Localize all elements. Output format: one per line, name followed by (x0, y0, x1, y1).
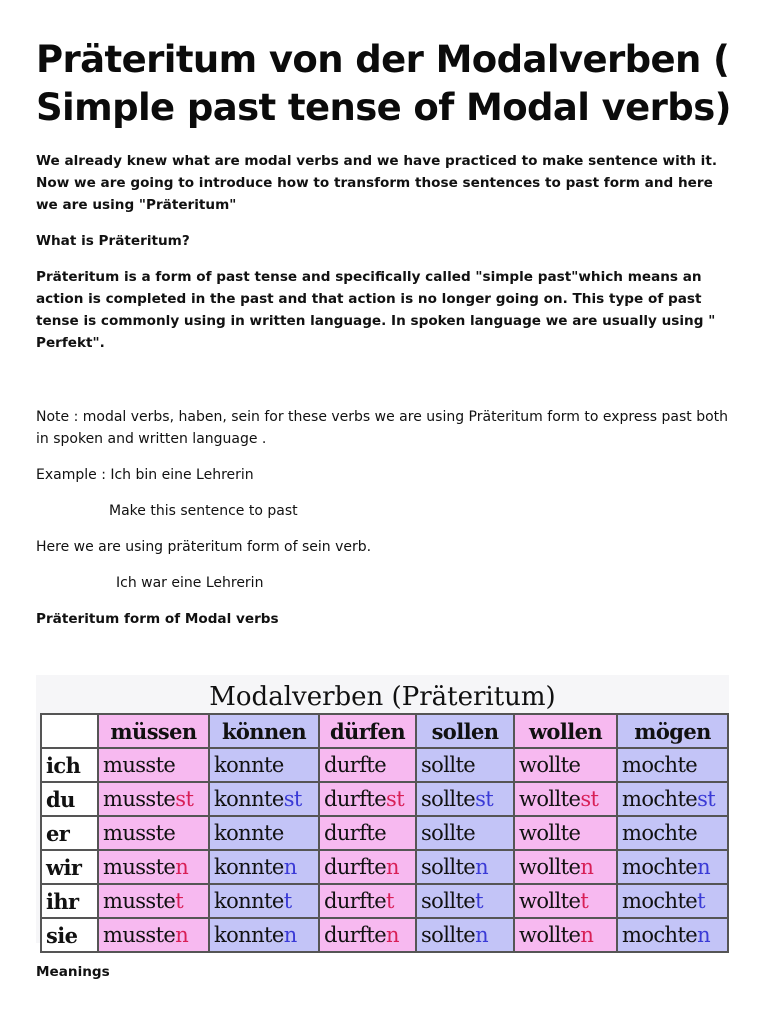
verb-header: mögen (617, 714, 728, 748)
conjugation-cell (514, 816, 617, 850)
verb-ending: st (475, 787, 494, 811)
verb-stem: sollte (421, 923, 476, 947)
conjugation-cell (319, 850, 416, 884)
verb-stem: durfte (324, 753, 387, 777)
verb-stem: durfte (324, 821, 387, 845)
verb-stem: wollte (519, 889, 581, 913)
instruction-text: Make this sentence to past (109, 503, 298, 519)
verb-stem: sollte (421, 855, 476, 879)
verb-stem: sollte (421, 753, 476, 777)
verb-ending: st (175, 787, 194, 811)
verb-ending: t (175, 889, 184, 913)
pronoun-cell: du (41, 782, 98, 816)
verb-stem: mochte (622, 787, 698, 811)
verb-ending: n (697, 855, 711, 879)
conjugation-cell (319, 816, 416, 850)
verb-stem: durfte (324, 855, 387, 879)
conjugation-cell (514, 782, 617, 816)
conjugation-cell (617, 918, 728, 952)
verb-stem: sollte (421, 821, 476, 845)
verb-stem: durfte (324, 889, 387, 913)
table-row (41, 748, 728, 782)
table-row (41, 782, 728, 816)
intro-paragraph: We already knew what are modal verbs and we have practiced to make sentence with it. Now we are going to introduce how to transform those sentences to past form and here we are using "Präteritum" (36, 153, 717, 213)
verb-ending: n (580, 923, 594, 947)
verb-ending: st (386, 787, 405, 811)
section-heading: Präteritum form of Modal verbs (36, 611, 279, 627)
verb-ending: st (283, 787, 302, 811)
verb-ending: t (475, 889, 483, 913)
verb-stem: musste (103, 923, 176, 947)
pronoun-cell: ich (41, 748, 98, 782)
verb-header: sollen (416, 714, 514, 748)
table-row (41, 850, 728, 884)
verb-ending: st (580, 787, 599, 811)
conjugation-cell (514, 918, 617, 952)
pronoun-cell: sie (41, 918, 98, 952)
verb-ending: t (386, 889, 394, 913)
verb-ending: n (175, 923, 189, 947)
verb-stem: durfte (324, 787, 387, 811)
conjugation-table (40, 713, 729, 953)
conjugation-cell (514, 884, 617, 918)
verb-stem: konnte (214, 889, 284, 913)
conjugation-cell (209, 850, 319, 884)
pronoun-cell: wir (41, 850, 98, 884)
conjugation-cell (98, 918, 209, 952)
verb-ending: st (697, 787, 716, 811)
conjugation-cell (617, 748, 728, 782)
verb-stem: mochte (622, 923, 698, 947)
conjugation-cell (98, 884, 209, 918)
verb-header: können (209, 714, 319, 748)
explanation-text: Here we are using präteritum form of sein verb. (36, 539, 372, 555)
conjugation-cell (319, 884, 416, 918)
verb-stem: sollte (421, 787, 476, 811)
verb-stem: wollte (519, 821, 581, 845)
verb-ending: n (283, 855, 297, 879)
conjugation-cell (514, 850, 617, 884)
verb-stem: durfte (324, 923, 387, 947)
conjugation-cell (617, 884, 728, 918)
conjugation-cell (617, 782, 728, 816)
verb-stem: mochte (622, 855, 698, 879)
pronoun-cell: er (41, 816, 98, 850)
verb-stem: konnte (214, 855, 284, 879)
verb-ending: n (175, 855, 189, 879)
verb-stem: musste (103, 753, 176, 777)
verb-stem: mochte (622, 889, 698, 913)
conjugation-cell (416, 918, 514, 952)
verb-header: wollen (514, 714, 617, 748)
document-page (36, 36, 736, 630)
verb-ending: t (580, 889, 589, 913)
conjugation-cell (209, 748, 319, 782)
conjugation-cell (209, 816, 319, 850)
table-corner-cell (41, 714, 98, 748)
verb-stem: mochte (622, 753, 698, 777)
verb-stem: wollte (519, 753, 581, 777)
conjugation-cell (416, 850, 514, 884)
definition-paragraph: Präteritum is a form of past tense and specifically called "simple past"which means an action is completed in the past and that action is no longer going on. This type of past tense is commonly using in written language. In spoken language we are usually using " Perfekt". (36, 269, 716, 351)
verb-stem: konnte (214, 821, 284, 845)
modal-verbs-table-image (36, 675, 729, 948)
conjugation-cell (416, 816, 514, 850)
verb-ending: t (283, 889, 292, 913)
conjugation-cell (209, 884, 319, 918)
verb-header: dürfen (319, 714, 416, 748)
verb-ending: n (283, 923, 297, 947)
verb-stem: musste (103, 787, 176, 811)
table-row (41, 884, 728, 918)
verb-stem: konnte (214, 923, 284, 947)
note-paragraph: Note : modal verbs, haben, sein for these verbs we are using Präteritum form to express past both in spoken and written language . (36, 409, 729, 447)
verb-ending: t (697, 889, 705, 913)
verb-ending: n (697, 923, 711, 947)
verb-stem: musste (103, 855, 176, 879)
conjugation-cell (416, 884, 514, 918)
verb-stem: konnte (214, 787, 284, 811)
conjugation-cell (98, 782, 209, 816)
table-title: Modalverben (Präteritum) (209, 682, 556, 712)
conjugation-cell (209, 782, 319, 816)
conjugation-cell (617, 816, 728, 850)
conjugation-cell (617, 850, 728, 884)
table-row (41, 816, 728, 850)
verb-ending: n (386, 855, 399, 879)
table-header-row (41, 714, 728, 748)
conjugation-cell (98, 816, 209, 850)
verb-ending: n (475, 923, 489, 947)
table-row (41, 918, 728, 952)
verb-ending: n (580, 855, 594, 879)
page-title: Präteritum von der Modalverben ( Simple past tense of Modal verbs) (36, 38, 731, 129)
conjugation-cell (98, 850, 209, 884)
verb-stem: wollte (519, 787, 581, 811)
example-past-sentence: Ich war eine Lehrerin (116, 575, 264, 591)
meanings-heading: Meanings (36, 964, 110, 980)
verb-stem: mochte (622, 821, 698, 845)
conjugation-cell (416, 748, 514, 782)
conjugation-cell (209, 918, 319, 952)
example-sentence: Example : Ich bin eine Lehrerin (36, 467, 254, 483)
verb-stem: musste (103, 889, 176, 913)
conjugation-cell (319, 748, 416, 782)
verb-stem: musste (103, 821, 176, 845)
verb-stem: wollte (519, 855, 581, 879)
conjugation-cell (416, 782, 514, 816)
conjugation-cell (514, 748, 617, 782)
conjugation-cell (98, 748, 209, 782)
conjugation-cell (319, 782, 416, 816)
verb-stem: konnte (214, 753, 284, 777)
verb-stem: wollte (519, 923, 581, 947)
verb-ending: n (475, 855, 489, 879)
verb-ending: n (386, 923, 399, 947)
verb-header: müssen (98, 714, 209, 748)
verb-stem: sollte (421, 889, 476, 913)
question-heading: What is Präteritum? (36, 233, 190, 249)
conjugation-cell (319, 918, 416, 952)
pronoun-cell: ihr (41, 884, 98, 918)
